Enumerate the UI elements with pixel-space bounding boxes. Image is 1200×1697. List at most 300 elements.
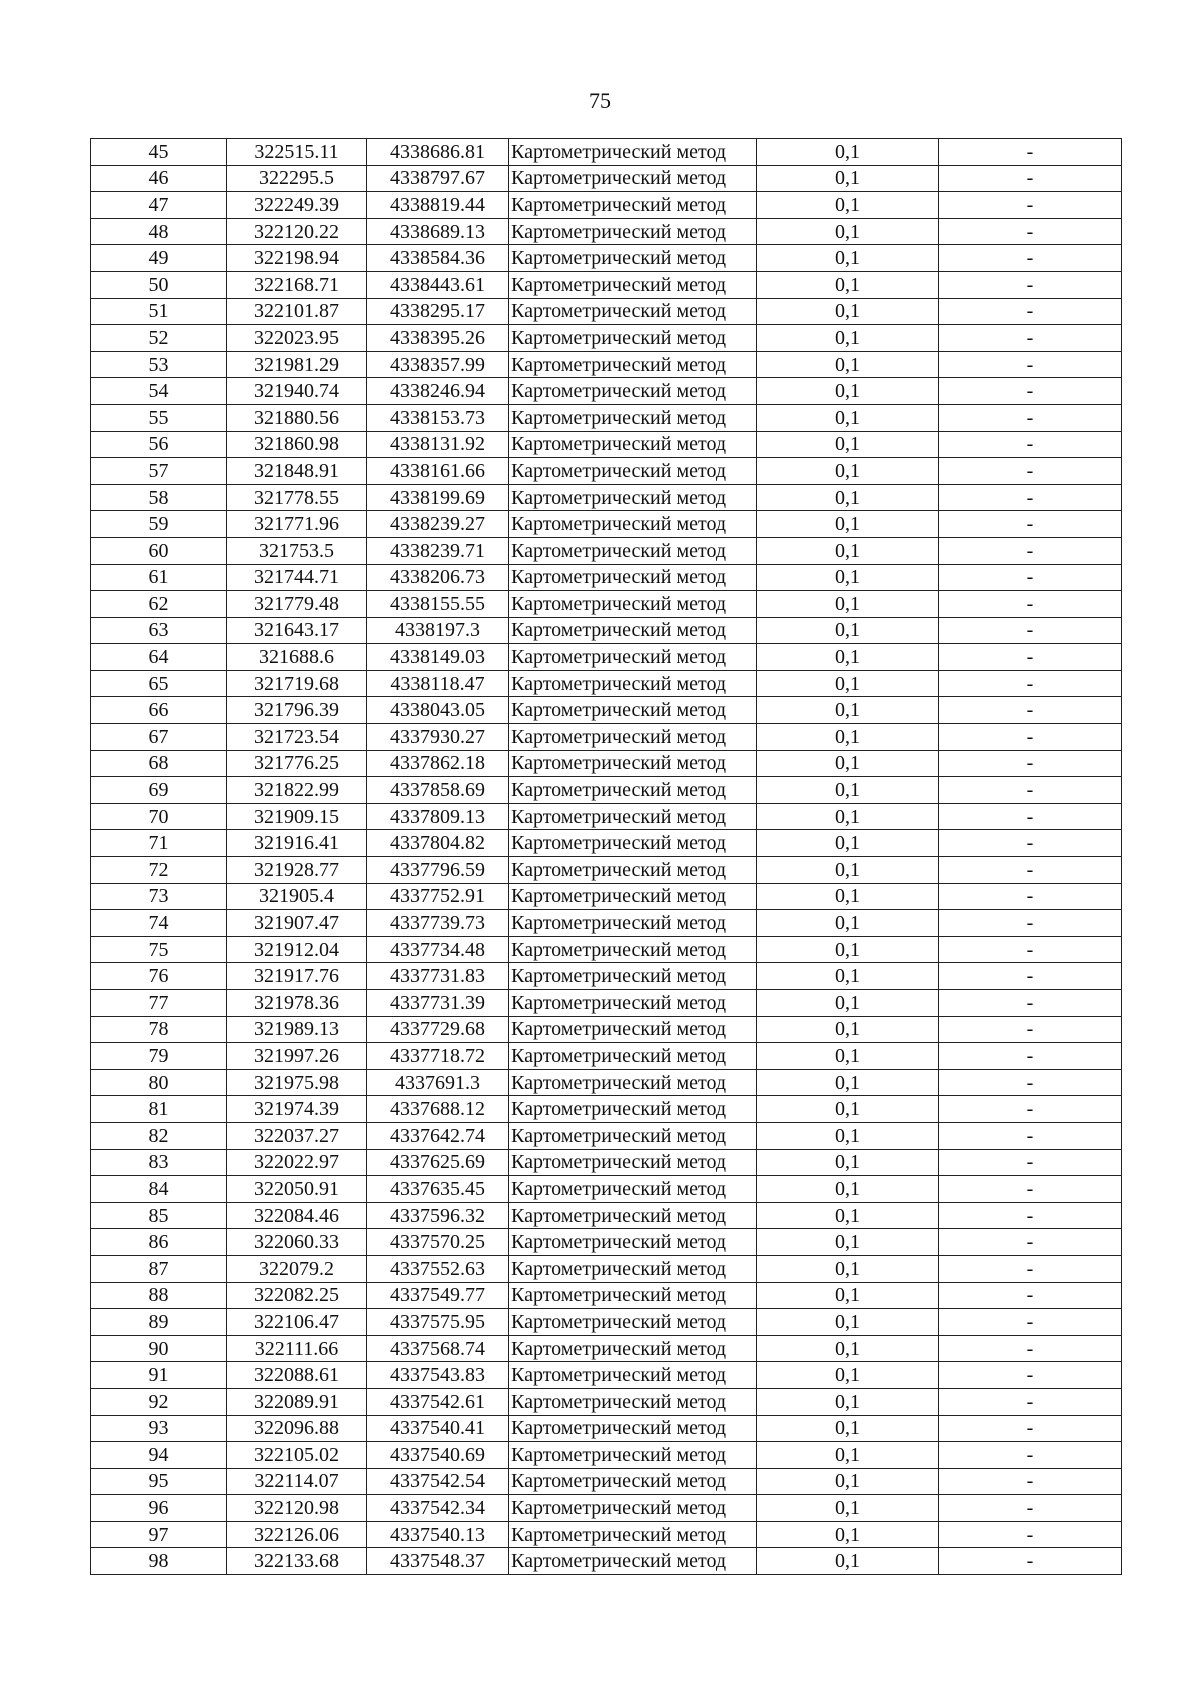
point-number-cell: 89	[91, 1309, 227, 1336]
point-number-cell: 65	[91, 670, 227, 697]
note-cell: -	[939, 431, 1122, 458]
point-number-cell: 85	[91, 1202, 227, 1229]
x-coordinate-cell: 321796.39	[227, 697, 367, 724]
y-coordinate-cell: 4337596.32	[367, 1202, 509, 1229]
y-coordinate-cell: 4338161.66	[367, 458, 509, 485]
method-cell: Картометрический метод	[509, 670, 757, 697]
method-cell: Картометрический метод	[509, 1016, 757, 1043]
table-row	[91, 431, 1122, 458]
note-cell: -	[939, 1043, 1122, 1070]
point-number-cell: 51	[91, 298, 227, 325]
y-coordinate-cell: 4337809.13	[367, 803, 509, 830]
y-coordinate-cell: 4338686.81	[367, 139, 509, 166]
table-row	[91, 910, 1122, 937]
point-number-cell: 90	[91, 1335, 227, 1362]
method-cell: Картометрический метод	[509, 777, 757, 804]
note-cell: -	[939, 1309, 1122, 1336]
page-number: 75	[589, 88, 611, 113]
x-coordinate-cell: 321822.99	[227, 777, 367, 804]
accuracy-cell: 0,1	[757, 883, 939, 910]
x-coordinate-cell: 321744.71	[227, 564, 367, 591]
x-coordinate-cell: 322120.22	[227, 218, 367, 245]
x-coordinate-cell: 322079.2	[227, 1255, 367, 1282]
note-cell: -	[939, 165, 1122, 192]
y-coordinate-cell: 4337642.74	[367, 1122, 509, 1149]
x-coordinate-cell: 321989.13	[227, 1016, 367, 1043]
table-row	[91, 245, 1122, 272]
point-number-cell: 80	[91, 1069, 227, 1096]
point-number-cell: 73	[91, 883, 227, 910]
table-row	[91, 883, 1122, 910]
table-row	[91, 1521, 1122, 1548]
point-number-cell: 82	[91, 1122, 227, 1149]
point-number-cell: 71	[91, 830, 227, 857]
point-number-cell: 92	[91, 1388, 227, 1415]
x-coordinate-cell: 321723.54	[227, 724, 367, 751]
accuracy-cell: 0,1	[757, 1442, 939, 1469]
note-cell: -	[939, 245, 1122, 272]
method-cell: Картометрический метод	[509, 617, 757, 644]
x-coordinate-cell: 321643.17	[227, 617, 367, 644]
accuracy-cell: 0,1	[757, 1335, 939, 1362]
accuracy-cell: 0,1	[757, 910, 939, 937]
point-number-cell: 95	[91, 1468, 227, 1495]
point-number-cell: 79	[91, 1043, 227, 1070]
y-coordinate-cell: 4337542.54	[367, 1468, 509, 1495]
y-coordinate-cell: 4338246.94	[367, 378, 509, 405]
point-number-cell: 96	[91, 1495, 227, 1522]
accuracy-cell: 0,1	[757, 591, 939, 618]
x-coordinate-cell: 322050.91	[227, 1176, 367, 1203]
note-cell: -	[939, 325, 1122, 352]
method-cell: Картометрический метод	[509, 990, 757, 1017]
x-coordinate-cell: 322037.27	[227, 1122, 367, 1149]
x-coordinate-cell: 321975.98	[227, 1069, 367, 1096]
x-coordinate-cell: 321981.29	[227, 351, 367, 378]
method-cell: Картометрический метод	[509, 644, 757, 671]
table-row	[91, 1016, 1122, 1043]
x-coordinate-cell: 321779.48	[227, 591, 367, 618]
y-coordinate-cell: 4337734.48	[367, 936, 509, 963]
accuracy-cell: 0,1	[757, 1096, 939, 1123]
table-row	[91, 697, 1122, 724]
x-coordinate-cell: 321719.68	[227, 670, 367, 697]
y-coordinate-cell: 4338155.55	[367, 591, 509, 618]
method-cell: Картометрический метод	[509, 458, 757, 485]
x-coordinate-cell: 321880.56	[227, 404, 367, 431]
x-coordinate-cell: 322133.68	[227, 1548, 367, 1575]
note-cell: -	[939, 1495, 1122, 1522]
table-row	[91, 1548, 1122, 1575]
point-number-cell: 84	[91, 1176, 227, 1203]
table-row	[91, 724, 1122, 751]
accuracy-cell: 0,1	[757, 1415, 939, 1442]
x-coordinate-cell: 322111.66	[227, 1335, 367, 1362]
method-cell: Картометрический метод	[509, 1415, 757, 1442]
note-cell: -	[939, 1468, 1122, 1495]
note-cell: -	[939, 1255, 1122, 1282]
point-number-cell: 88	[91, 1282, 227, 1309]
x-coordinate-cell: 322089.91	[227, 1388, 367, 1415]
table-row	[91, 458, 1122, 485]
method-cell: Картометрический метод	[509, 378, 757, 405]
note-cell: -	[939, 910, 1122, 937]
accuracy-cell: 0,1	[757, 325, 939, 352]
note-cell: -	[939, 750, 1122, 777]
x-coordinate-cell: 322168.71	[227, 271, 367, 298]
method-cell: Картометрический метод	[509, 192, 757, 219]
accuracy-cell: 0,1	[757, 1255, 939, 1282]
accuracy-cell: 0,1	[757, 1548, 939, 1575]
y-coordinate-cell: 4338153.73	[367, 404, 509, 431]
y-coordinate-cell: 4338357.99	[367, 351, 509, 378]
table-row	[91, 936, 1122, 963]
point-number-cell: 45	[91, 139, 227, 166]
point-number-cell: 59	[91, 511, 227, 538]
point-number-cell: 46	[91, 165, 227, 192]
y-coordinate-cell: 4337731.39	[367, 990, 509, 1017]
method-cell: Картометрический метод	[509, 511, 757, 538]
note-cell: -	[939, 1096, 1122, 1123]
accuracy-cell: 0,1	[757, 511, 939, 538]
method-cell: Картометрический метод	[509, 803, 757, 830]
method-cell: Картометрический метод	[509, 537, 757, 564]
point-number-cell: 77	[91, 990, 227, 1017]
method-cell: Картометрический метод	[509, 1362, 757, 1389]
table-row	[91, 670, 1122, 697]
y-coordinate-cell: 4337731.83	[367, 963, 509, 990]
note-cell: -	[939, 857, 1122, 884]
method-cell: Картометрический метод	[509, 1521, 757, 1548]
y-coordinate-cell: 4337540.13	[367, 1521, 509, 1548]
accuracy-cell: 0,1	[757, 777, 939, 804]
method-cell: Картометрический метод	[509, 1096, 757, 1123]
x-coordinate-cell: 322023.95	[227, 325, 367, 352]
y-coordinate-cell: 4337796.59	[367, 857, 509, 884]
x-coordinate-cell: 321753.5	[227, 537, 367, 564]
point-number-cell: 66	[91, 697, 227, 724]
method-cell: Картометрический метод	[509, 1229, 757, 1256]
method-cell: Картометрический метод	[509, 1468, 757, 1495]
note-cell: -	[939, 1548, 1122, 1575]
note-cell: -	[939, 1388, 1122, 1415]
method-cell: Картометрический метод	[509, 404, 757, 431]
accuracy-cell: 0,1	[757, 1495, 939, 1522]
method-cell: Картометрический метод	[509, 750, 757, 777]
accuracy-cell: 0,1	[757, 750, 939, 777]
y-coordinate-cell: 4337540.69	[367, 1442, 509, 1469]
accuracy-cell: 0,1	[757, 1069, 939, 1096]
x-coordinate-cell: 321771.96	[227, 511, 367, 538]
table-row	[91, 963, 1122, 990]
x-coordinate-cell: 321778.55	[227, 484, 367, 511]
accuracy-cell: 0,1	[757, 1282, 939, 1309]
point-number-cell: 67	[91, 724, 227, 751]
accuracy-cell: 0,1	[757, 564, 939, 591]
point-number-cell: 49	[91, 245, 227, 272]
x-coordinate-cell: 321997.26	[227, 1043, 367, 1070]
y-coordinate-cell: 4338206.73	[367, 564, 509, 591]
table-row	[91, 1388, 1122, 1415]
note-cell: -	[939, 139, 1122, 166]
y-coordinate-cell: 4338689.13	[367, 218, 509, 245]
accuracy-cell: 0,1	[757, 404, 939, 431]
point-number-cell: 61	[91, 564, 227, 591]
accuracy-cell: 0,1	[757, 644, 939, 671]
method-cell: Картометрический метод	[509, 963, 757, 990]
y-coordinate-cell: 4338118.47	[367, 670, 509, 697]
x-coordinate-cell: 321776.25	[227, 750, 367, 777]
accuracy-cell: 0,1	[757, 963, 939, 990]
accuracy-cell: 0,1	[757, 670, 939, 697]
note-cell: -	[939, 644, 1122, 671]
method-cell: Картометрический метод	[509, 1202, 757, 1229]
point-number-cell: 72	[91, 857, 227, 884]
y-coordinate-cell: 4337542.34	[367, 1495, 509, 1522]
table-row	[91, 351, 1122, 378]
table-row	[91, 378, 1122, 405]
method-cell: Картометрический метод	[509, 165, 757, 192]
table-row	[91, 990, 1122, 1017]
point-number-cell: 63	[91, 617, 227, 644]
x-coordinate-cell: 321905.4	[227, 883, 367, 910]
y-coordinate-cell: 4337575.95	[367, 1309, 509, 1336]
point-number-cell: 70	[91, 803, 227, 830]
note-cell: -	[939, 404, 1122, 431]
y-coordinate-cell: 4338131.92	[367, 431, 509, 458]
method-cell: Картометрический метод	[509, 1309, 757, 1336]
y-coordinate-cell: 4337625.69	[367, 1149, 509, 1176]
x-coordinate-cell: 321688.6	[227, 644, 367, 671]
point-number-cell: 74	[91, 910, 227, 937]
y-coordinate-cell: 4337635.45	[367, 1176, 509, 1203]
y-coordinate-cell: 4338239.27	[367, 511, 509, 538]
table-row	[91, 1096, 1122, 1123]
method-cell: Картометрический метод	[509, 1255, 757, 1282]
accuracy-cell: 0,1	[757, 830, 939, 857]
accuracy-cell: 0,1	[757, 484, 939, 511]
point-number-cell: 62	[91, 591, 227, 618]
accuracy-cell: 0,1	[757, 139, 939, 166]
x-coordinate-cell: 322249.39	[227, 192, 367, 219]
point-number-cell: 94	[91, 1442, 227, 1469]
table-row	[91, 484, 1122, 511]
accuracy-cell: 0,1	[757, 271, 939, 298]
y-coordinate-cell: 4337540.41	[367, 1415, 509, 1442]
accuracy-cell: 0,1	[757, 165, 939, 192]
accuracy-cell: 0,1	[757, 1362, 939, 1389]
method-cell: Картометрический метод	[509, 1442, 757, 1469]
method-cell: Картометрический метод	[509, 910, 757, 937]
accuracy-cell: 0,1	[757, 378, 939, 405]
table-row	[91, 511, 1122, 538]
x-coordinate-cell: 322295.5	[227, 165, 367, 192]
table-row	[91, 404, 1122, 431]
note-cell: -	[939, 1282, 1122, 1309]
table-row	[91, 803, 1122, 830]
table-row	[91, 1176, 1122, 1203]
y-coordinate-cell: 4338043.05	[367, 697, 509, 724]
x-coordinate-cell: 321909.15	[227, 803, 367, 830]
point-number-cell: 50	[91, 271, 227, 298]
table-row	[91, 1229, 1122, 1256]
table-row	[91, 139, 1122, 166]
accuracy-cell: 0,1	[757, 1521, 939, 1548]
x-coordinate-cell: 322106.47	[227, 1309, 367, 1336]
point-number-cell: 86	[91, 1229, 227, 1256]
method-cell: Картометрический метод	[509, 697, 757, 724]
y-coordinate-cell: 4337752.91	[367, 883, 509, 910]
accuracy-cell: 0,1	[757, 431, 939, 458]
table-row	[91, 192, 1122, 219]
method-cell: Картометрический метод	[509, 139, 757, 166]
point-number-cell: 60	[91, 537, 227, 564]
x-coordinate-cell: 321978.36	[227, 990, 367, 1017]
table-row	[91, 325, 1122, 352]
point-number-cell: 93	[91, 1415, 227, 1442]
x-coordinate-cell: 322120.98	[227, 1495, 367, 1522]
x-coordinate-cell: 322114.07	[227, 1468, 367, 1495]
table-row	[91, 271, 1122, 298]
method-cell: Картометрический метод	[509, 271, 757, 298]
point-number-cell: 54	[91, 378, 227, 405]
method-cell: Картометрический метод	[509, 351, 757, 378]
point-number-cell: 58	[91, 484, 227, 511]
note-cell: -	[939, 1149, 1122, 1176]
point-number-cell: 75	[91, 936, 227, 963]
method-cell: Картометрический метод	[509, 1388, 757, 1415]
point-number-cell: 78	[91, 1016, 227, 1043]
note-cell: -	[939, 1362, 1122, 1389]
accuracy-cell: 0,1	[757, 1016, 939, 1043]
method-cell: Картометрический метод	[509, 830, 757, 857]
y-coordinate-cell: 4337688.12	[367, 1096, 509, 1123]
point-number-cell: 56	[91, 431, 227, 458]
table-row	[91, 1468, 1122, 1495]
y-coordinate-cell: 4337862.18	[367, 750, 509, 777]
accuracy-cell: 0,1	[757, 192, 939, 219]
x-coordinate-cell: 322096.88	[227, 1415, 367, 1442]
accuracy-cell: 0,1	[757, 857, 939, 884]
point-number-cell: 69	[91, 777, 227, 804]
method-cell: Картометрический метод	[509, 1176, 757, 1203]
note-cell: -	[939, 803, 1122, 830]
accuracy-cell: 0,1	[757, 458, 939, 485]
x-coordinate-cell: 322515.11	[227, 139, 367, 166]
table-row	[91, 1122, 1122, 1149]
note-cell: -	[939, 378, 1122, 405]
x-coordinate-cell: 322060.33	[227, 1229, 367, 1256]
accuracy-cell: 0,1	[757, 245, 939, 272]
table-row	[91, 1069, 1122, 1096]
note-cell: -	[939, 1521, 1122, 1548]
note-cell: -	[939, 458, 1122, 485]
point-number-cell: 53	[91, 351, 227, 378]
y-coordinate-cell: 4338149.03	[367, 644, 509, 671]
y-coordinate-cell: 4337543.83	[367, 1362, 509, 1389]
y-coordinate-cell: 4337552.63	[367, 1255, 509, 1282]
accuracy-cell: 0,1	[757, 1122, 939, 1149]
y-coordinate-cell: 4337542.61	[367, 1388, 509, 1415]
method-cell: Картометрический метод	[509, 724, 757, 751]
method-cell: Картометрический метод	[509, 1069, 757, 1096]
table-row	[91, 165, 1122, 192]
y-coordinate-cell: 4338443.61	[367, 271, 509, 298]
x-coordinate-cell: 322084.46	[227, 1202, 367, 1229]
x-coordinate-cell: 321848.91	[227, 458, 367, 485]
note-cell: -	[939, 298, 1122, 325]
point-number-cell: 83	[91, 1149, 227, 1176]
x-coordinate-cell: 321940.74	[227, 378, 367, 405]
table-row	[91, 1043, 1122, 1070]
accuracy-cell: 0,1	[757, 351, 939, 378]
table-row	[91, 537, 1122, 564]
accuracy-cell: 0,1	[757, 1229, 939, 1256]
note-cell: -	[939, 591, 1122, 618]
x-coordinate-cell: 321907.47	[227, 910, 367, 937]
note-cell: -	[939, 511, 1122, 538]
note-cell: -	[939, 1415, 1122, 1442]
point-number-cell: 81	[91, 1096, 227, 1123]
table-row	[91, 1255, 1122, 1282]
y-coordinate-cell: 4338239.71	[367, 537, 509, 564]
point-number-cell: 68	[91, 750, 227, 777]
y-coordinate-cell: 4337570.25	[367, 1229, 509, 1256]
table-row	[91, 298, 1122, 325]
note-cell: -	[939, 1122, 1122, 1149]
y-coordinate-cell: 4338199.69	[367, 484, 509, 511]
note-cell: -	[939, 697, 1122, 724]
method-cell: Картометрический метод	[509, 245, 757, 272]
table-row	[91, 1309, 1122, 1336]
coordinates-table	[90, 138, 1122, 1575]
x-coordinate-cell: 321860.98	[227, 431, 367, 458]
point-number-cell: 87	[91, 1255, 227, 1282]
method-cell: Картометрический метод	[509, 218, 757, 245]
table-row	[91, 1149, 1122, 1176]
note-cell: -	[939, 617, 1122, 644]
point-number-cell: 91	[91, 1362, 227, 1389]
note-cell: -	[939, 271, 1122, 298]
method-cell: Картометрический метод	[509, 1149, 757, 1176]
note-cell: -	[939, 990, 1122, 1017]
accuracy-cell: 0,1	[757, 218, 939, 245]
note-cell: -	[939, 963, 1122, 990]
point-number-cell: 57	[91, 458, 227, 485]
note-cell: -	[939, 1202, 1122, 1229]
y-coordinate-cell: 4338197.3	[367, 617, 509, 644]
accuracy-cell: 0,1	[757, 990, 939, 1017]
method-cell: Картометрический метод	[509, 1282, 757, 1309]
note-cell: -	[939, 777, 1122, 804]
x-coordinate-cell: 322088.61	[227, 1362, 367, 1389]
method-cell: Картометрический метод	[509, 1122, 757, 1149]
note-cell: -	[939, 670, 1122, 697]
method-cell: Картометрический метод	[509, 936, 757, 963]
method-cell: Картометрический метод	[509, 298, 757, 325]
note-cell: -	[939, 1016, 1122, 1043]
method-cell: Картометрический метод	[509, 1043, 757, 1070]
note-cell: -	[939, 1176, 1122, 1203]
accuracy-cell: 0,1	[757, 1176, 939, 1203]
note-cell: -	[939, 1442, 1122, 1469]
table-row	[91, 218, 1122, 245]
accuracy-cell: 0,1	[757, 697, 939, 724]
y-coordinate-cell: 4338797.67	[367, 165, 509, 192]
x-coordinate-cell: 321916.41	[227, 830, 367, 857]
method-cell: Картометрический метод	[509, 1548, 757, 1575]
method-cell: Картометрический метод	[509, 1495, 757, 1522]
